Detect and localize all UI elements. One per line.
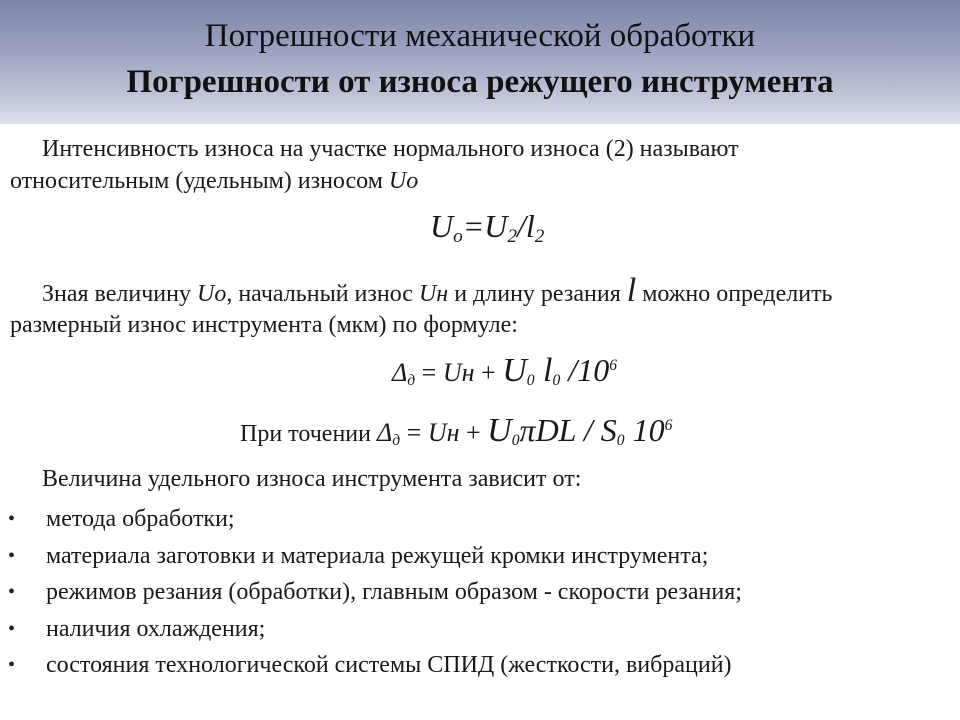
formula2-sub-0b: 0 [552,371,561,389]
paragraph-knowing-line2: размерный износ инструмента (мкм) по формуле: [10,312,518,338]
list-item-text: режимов резания (обработки), главным образом - скорости резания; [46,579,742,605]
formula3-pi-dl-s: πDL / S [519,412,617,448]
list-item-text: наличия охлаждения; [46,615,266,642]
list-item [0,575,960,612]
p2-uo: Uo [196,281,227,307]
formula2-sub-0: 0 [526,371,535,389]
list-item-text: состояния технологической системы СПИД (жесткости, вибраций) [46,652,732,678]
formula3-plus: + [459,418,488,447]
formula3-sub-d: д [392,431,401,449]
p2-text-c: и длину резания [448,281,627,307]
list-item-text: материала заготовки и материала режущей кромки инструмента; [46,542,709,569]
formula2-un: Uн [442,358,475,387]
p2-text-d: можно определить [636,281,833,307]
uo-variable: Uo [388,168,419,194]
formula2-eq: = [415,358,443,387]
slide-header [0,0,960,124]
formula1-div-l: /l [517,208,535,244]
list-item [0,612,960,649]
paragraph-intensity-line1: Интенсивность износа на участке нормального износа (2) называют [42,136,739,162]
formula3-sub-0b: 0 [616,431,625,449]
formula1-u: U [430,208,454,244]
paragraph-knowing-line1 [42,274,833,311]
formula2-div: /10 [560,352,610,388]
formula3-u: U [487,412,512,449]
formula3-sub-0: 0 [511,431,520,449]
list-item [0,502,960,539]
bullet-icon: • [8,654,16,676]
formula2-delta: Δ [392,358,408,387]
p2-l: l [626,272,637,309]
p2-text-b: , начальный износ [226,281,419,307]
formula3-ten: 10 [624,412,665,448]
formula3-prefix: При точении [240,421,377,447]
factor-list [0,502,960,685]
p2-text-a: Зная величину [42,281,197,307]
formula2-sup-6: 6 [609,357,617,375]
formula1-sub-2: 2 [507,225,517,247]
formula1-sub-2b: 2 [534,225,545,247]
formula2-sub-d: д [407,371,416,389]
bullet-icon: • [8,508,16,530]
slide-subtitle: Погрешности от износа режущего инструмента [126,64,834,100]
formula3-un: Uн [427,418,460,447]
formula3-sup-6: 6 [664,417,673,435]
formula1-sub-o: o [453,225,463,247]
formula1-eq: =U [462,208,508,244]
formula3-eq: = [400,418,428,447]
bullet-icon: • [8,581,16,603]
formula2-l: l [534,352,553,389]
bullet-icon: • [8,544,16,567]
list-item [0,648,960,685]
p2-un: Uн [418,281,449,307]
formula-dimensional-wear [392,352,617,390]
formula2-plus: + [474,358,503,387]
bullet-icon: • [8,617,16,640]
paragraph-intensity-line2 [10,164,418,198]
slide-title: Погрешности механической обработки [204,18,756,54]
paragraph-depends: Величина удельного износа инструмента зависит от: [42,466,582,492]
formula-turning [240,412,672,450]
list-item-text: метода обработки; [46,506,235,532]
formula-relative-wear [430,208,544,248]
paragraph-intensity-text: относительным (удельным) износом [10,168,389,194]
formula2-u: U [502,352,527,389]
list-item [0,539,960,576]
formula3-delta: Δ [376,418,393,447]
